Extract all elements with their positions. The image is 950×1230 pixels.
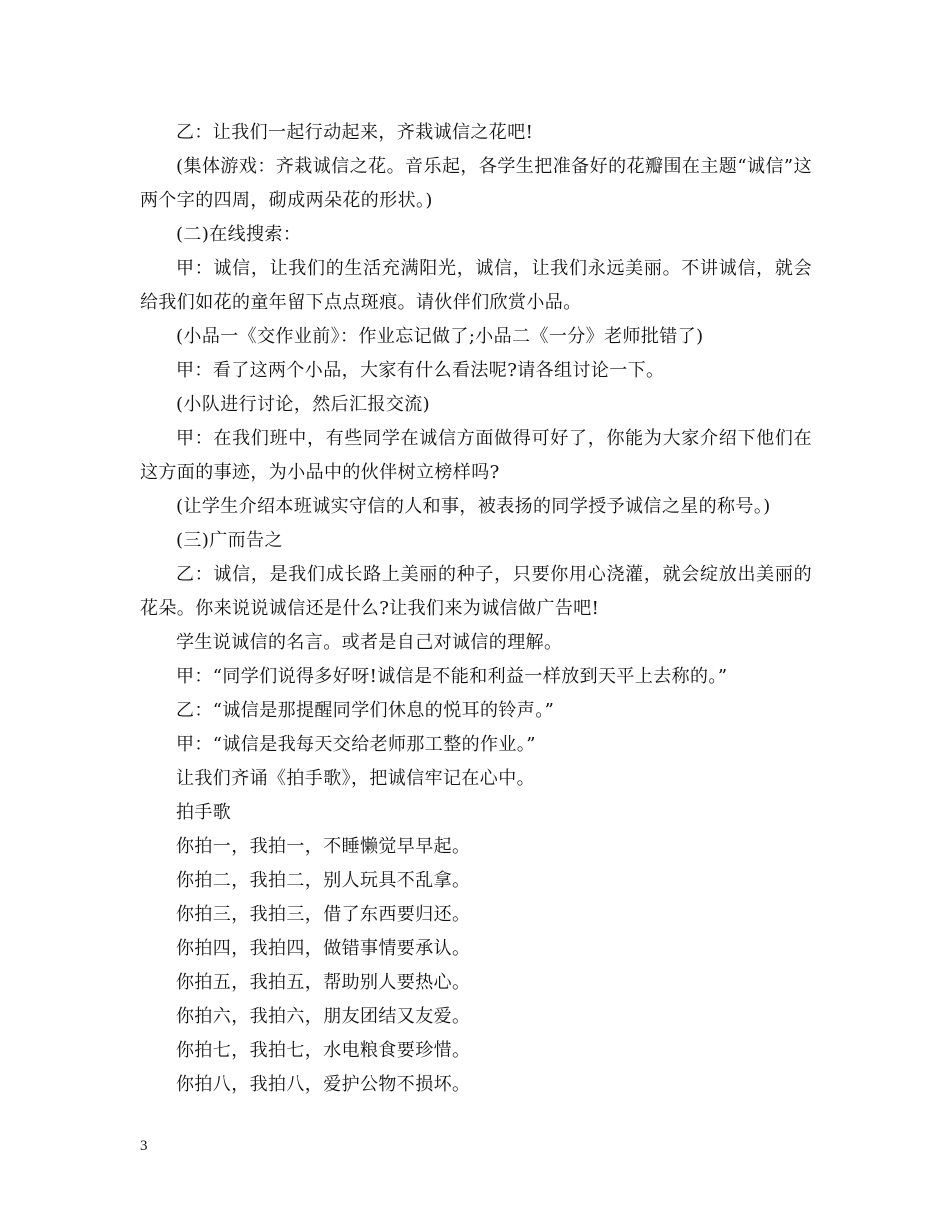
paragraph: (小品一《交作业前》：作业忘记做了;小品二《一分》老师批错了) — [176, 326, 704, 347]
paragraph: 乙：诚信，是我们成长路上美丽的种子，只要你用心浇灌，就会绽放出美丽的花朵。你来说说诚信还是什么?让我们来为诚信做广告吧! — [140, 564, 812, 619]
song-line: 你拍八，我拍八，爱护公物不损坏。 — [176, 1074, 471, 1095]
paragraph: 乙：让我们一起行动起来，齐栽诚信之花吧! — [176, 122, 534, 143]
song-line: 你拍七，我拍七，水电粮食要珍惜。 — [176, 1040, 471, 1061]
song-line: 你拍五，我拍五，帮助别人要热心。 — [176, 972, 471, 993]
page-number: 3 — [140, 1138, 148, 1154]
paragraph: 甲：在我们班中，有些同学在诚信方面做得可好了，你能为大家介绍下他们在这方面的事迹，为小品中的伙伴树立榜样吗? — [140, 428, 812, 483]
paragraph: (让学生介绍本班诚实守信的人和事，被表扬的同学授予诚信之星的称号。) — [176, 496, 771, 517]
paragraph: 甲：“诚信是我每天交给老师那工整的作业。” — [176, 734, 536, 755]
paragraph: (二)在线搜索： — [176, 224, 302, 245]
song-line: 你拍四，我拍四，做错事情要承认。 — [176, 938, 471, 959]
paragraph: (集体游戏：齐栽诚信之花。音乐起，各学生把准备好的花瓣围在主题“诚信”这两个字的四周，砌成两朵花的形状。) — [140, 156, 812, 211]
paragraph: 学生说诚信的名言。或者是自己对诚信的理解。 — [176, 632, 563, 653]
document-body — [140, 116, 812, 1102]
paragraph: 乙：“诚信是那提醒同学们休息的悦耳的铃声。” — [176, 700, 555, 721]
song-line: 你拍二，我拍二，别人玩具不乱拿。 — [176, 870, 471, 891]
song-line: 你拍一，我拍一，不睡懒觉早早起。 — [176, 836, 471, 857]
paragraph: (三)广而告之 — [176, 530, 283, 551]
song-line: 你拍六，我拍六，朋友团结又友爱。 — [176, 1006, 471, 1027]
paragraph: 甲：诚信，让我们的生活充满阳光，诚信，让我们永远美丽。不讲诚信，就会给我们如花的童年留下点点斑痕。请伙伴们欣赏小品。 — [140, 258, 812, 313]
song-title: 拍手歌 — [176, 802, 232, 823]
paragraph: (小队进行讨论，然后汇报交流) — [176, 394, 431, 415]
paragraph: 让我们齐诵《拍手歌》，把诚信牢记在心中。 — [176, 768, 535, 789]
paragraph: 甲：看了这两个小品，大家有什么看法呢?请各组讨论一下。 — [176, 360, 665, 381]
song-line: 你拍三，我拍三，借了东西要归还。 — [176, 904, 471, 925]
paragraph: 甲：“同学们说得多好呀!诚信是不能和利益一样放到天平上去称的。” — [176, 666, 728, 687]
